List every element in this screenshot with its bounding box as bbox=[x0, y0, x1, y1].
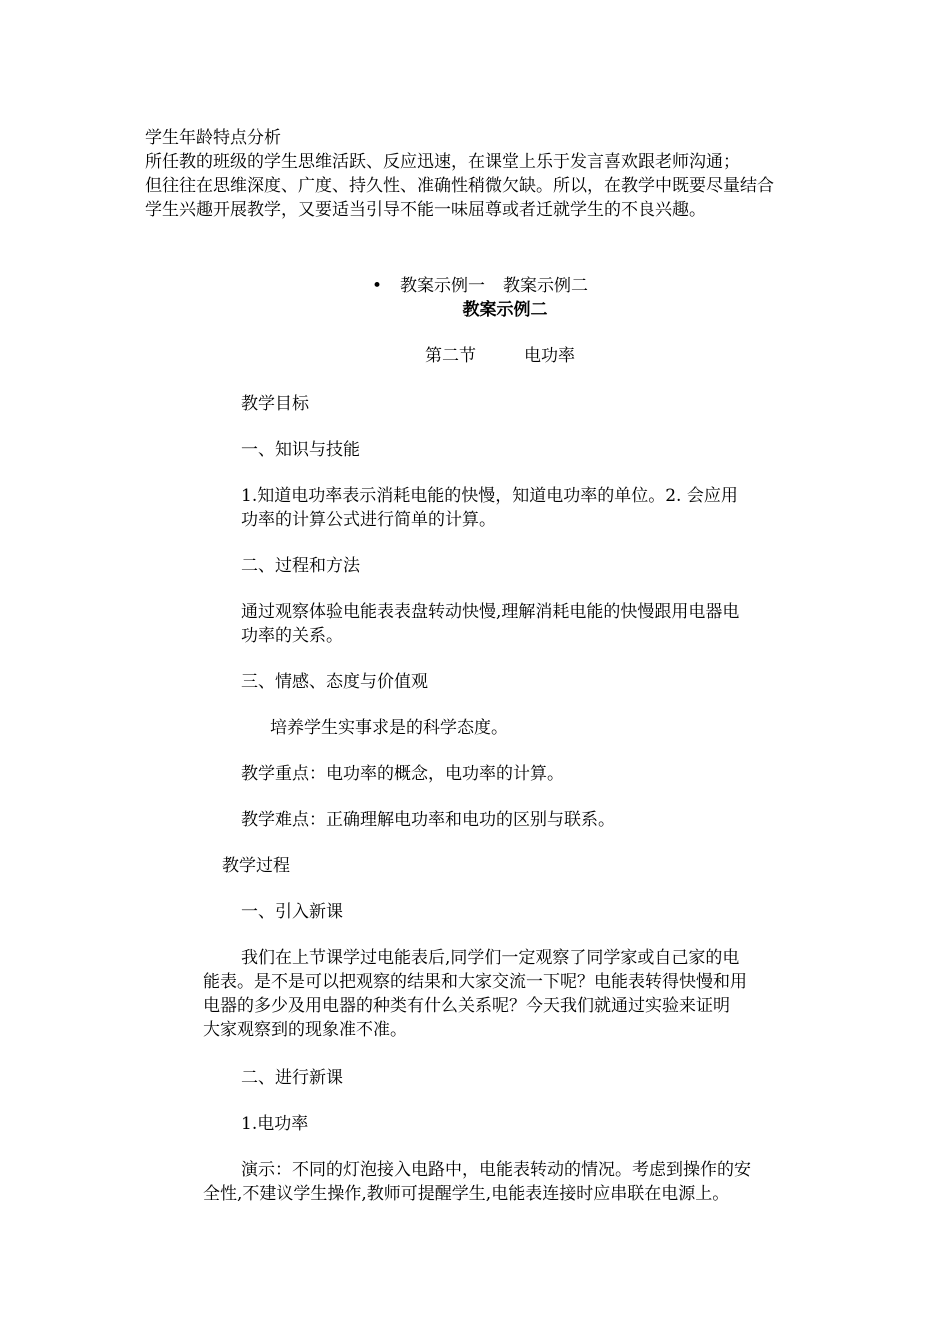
emotion-heading: 三、情感、态度与价值观 bbox=[241, 672, 428, 692]
process-method-paragraph bbox=[241, 600, 861, 648]
demo-line: 全性,不建议学生操作,教师可提醒学生,电能表连接时应串联在电源上。 bbox=[203, 1184, 730, 1204]
demo-paragraph bbox=[203, 1158, 823, 1206]
knowledge-heading: 一、知识与技能 bbox=[241, 440, 360, 460]
student-analysis-heading: 学生年龄特点分析 bbox=[145, 128, 281, 148]
student-analysis-line: 但往往在思维深度、广度、持久性、准确性稍微欠缺。所以，在教学中既要尽量结合 bbox=[145, 176, 774, 196]
lesson-title: 教案示例二 bbox=[462, 300, 548, 320]
bullet-icon: • bbox=[372, 276, 383, 296]
section-title bbox=[425, 344, 575, 368]
intro-line: 能表。是不是可以把观察的结果和大家交流一下呢？电能表转得快慢和用 bbox=[203, 972, 747, 992]
lesson-nav bbox=[372, 274, 588, 298]
section-name: 电功率 bbox=[524, 346, 575, 366]
knowledge-line: 1.知道电功率表示消耗电能的快慢，知道电功率的单位。2. 会应用 bbox=[241, 486, 738, 506]
student-analysis-line: 学生兴趣开展教学，又要适当引导不能一味屈尊或者迁就学生的不良兴趣。 bbox=[145, 200, 706, 220]
intro-paragraph bbox=[203, 946, 823, 1042]
intro-heading: 一、引入新课 bbox=[241, 902, 343, 922]
student-analysis-line: 所任教的班级的学生思维活跃、反应迅速，在课堂上乐于发言喜欢跟老师沟通； bbox=[145, 152, 740, 172]
process-method-line: 功率的关系。 bbox=[241, 626, 343, 646]
process-method-line: 通过观察体验电能表表盘转动快慢,理解消耗电能的快慢跟用电器电 bbox=[241, 602, 740, 622]
student-analysis bbox=[145, 126, 825, 222]
key-point: 教学重点：电功率的概念，电功率的计算。 bbox=[241, 764, 564, 784]
demo-line: 演示：不同的灯泡接入电路中，电能表转动的情况。考虑到操作的安 bbox=[241, 1160, 751, 1180]
nav-link-example-2[interactable]: 教案示例二 bbox=[503, 276, 588, 296]
process-method-heading: 二、过程和方法 bbox=[241, 556, 360, 576]
intro-line: 大家观察到的现象准不准。 bbox=[203, 1020, 407, 1040]
intro-line: 电器的多少及用电器的种类有什么关系呢？今天我们就通过实验来证明 bbox=[203, 996, 730, 1016]
objectives-heading: 教学目标 bbox=[241, 394, 309, 414]
electric-power-heading: 1.电功率 bbox=[241, 1114, 309, 1134]
process-heading: 教学过程 bbox=[222, 856, 290, 876]
knowledge-line: 功率的计算公式进行简单的计算。 bbox=[241, 510, 496, 530]
section-number: 第二节 bbox=[425, 346, 476, 366]
nav-link-example-1[interactable]: 教案示例一 bbox=[400, 276, 485, 296]
emotion-text: 培养学生实事求是的科学态度。 bbox=[270, 718, 508, 738]
new-lesson-heading: 二、进行新课 bbox=[241, 1068, 343, 1088]
intro-line: 我们在上节课学过电能表后,同学们一定观察了同学家或自己家的电 bbox=[241, 948, 740, 968]
difficulty: 教学难点：正确理解电功率和电功的区别与联系。 bbox=[241, 810, 615, 830]
knowledge-paragraph bbox=[241, 484, 861, 532]
